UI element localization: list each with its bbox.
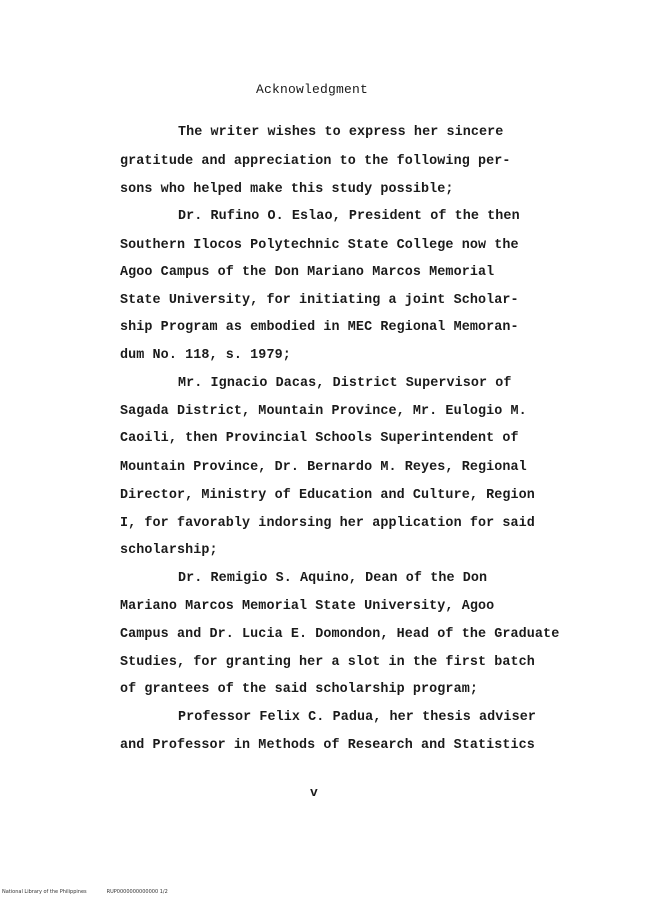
- text-line: Studies, for granting her a slot in the first batch: [120, 655, 535, 670]
- text-line: Dr. Remigio S. Aquino, Dean of the Don: [178, 571, 488, 586]
- text-line: Campus and Dr. Lucia E. Domondon, Head of the Graduate: [120, 627, 560, 642]
- text-line: of grantees of the said scholarship program;: [120, 682, 478, 697]
- text-line: Professor Felix C. Padua, her thesis adviser: [178, 710, 536, 725]
- text-line: Sagada District, Mountain Province, Mr. Eulogio M.: [120, 404, 527, 419]
- page-title: Acknowledgment: [256, 82, 369, 97]
- text-line: Mariano Marcos Memorial State University, Agoo: [120, 599, 495, 614]
- text-line: Mr. Ignacio Dacas, District Supervisor of: [178, 376, 512, 391]
- text-line: State University, for initiating a joint Scholar-: [120, 293, 519, 308]
- text-line: gratitude and appreciation to the following per-: [120, 154, 511, 169]
- footer-id: RUP0000000000000 1/2: [106, 889, 168, 895]
- text-line: and Professor in Methods of Research and Statistics: [120, 738, 535, 753]
- text-line: scholarship;: [120, 543, 218, 558]
- footer-library: National Library of the Philippines: [2, 889, 87, 895]
- text-line: dum No. 118, s. 1979;: [120, 348, 291, 363]
- text-line: Mountain Province, Dr. Bernardo M. Reyes, Regional: [120, 460, 527, 475]
- text-line: The writer wishes to express her sincere: [178, 125, 504, 140]
- footer: [2, 889, 168, 895]
- page-number: v: [310, 785, 318, 800]
- text-line: Caoili, then Provincial Schools Superintendent of: [120, 431, 519, 446]
- text-line: Director, Ministry of Education and Culture, Region: [120, 488, 535, 503]
- text-line: I, for favorably indorsing her application for said: [120, 516, 535, 531]
- text-line: Southern Ilocos Polytechnic State College now the: [120, 238, 519, 253]
- text-line: Dr. Rufino O. Eslao, President of the then: [178, 209, 520, 224]
- text-line: sons who helped make this study possible;: [120, 182, 454, 197]
- text-line: Agoo Campus of the Don Mariano Marcos Memorial: [120, 265, 495, 280]
- text-line: ship Program as embodied in MEC Regional Memoran-: [120, 320, 519, 335]
